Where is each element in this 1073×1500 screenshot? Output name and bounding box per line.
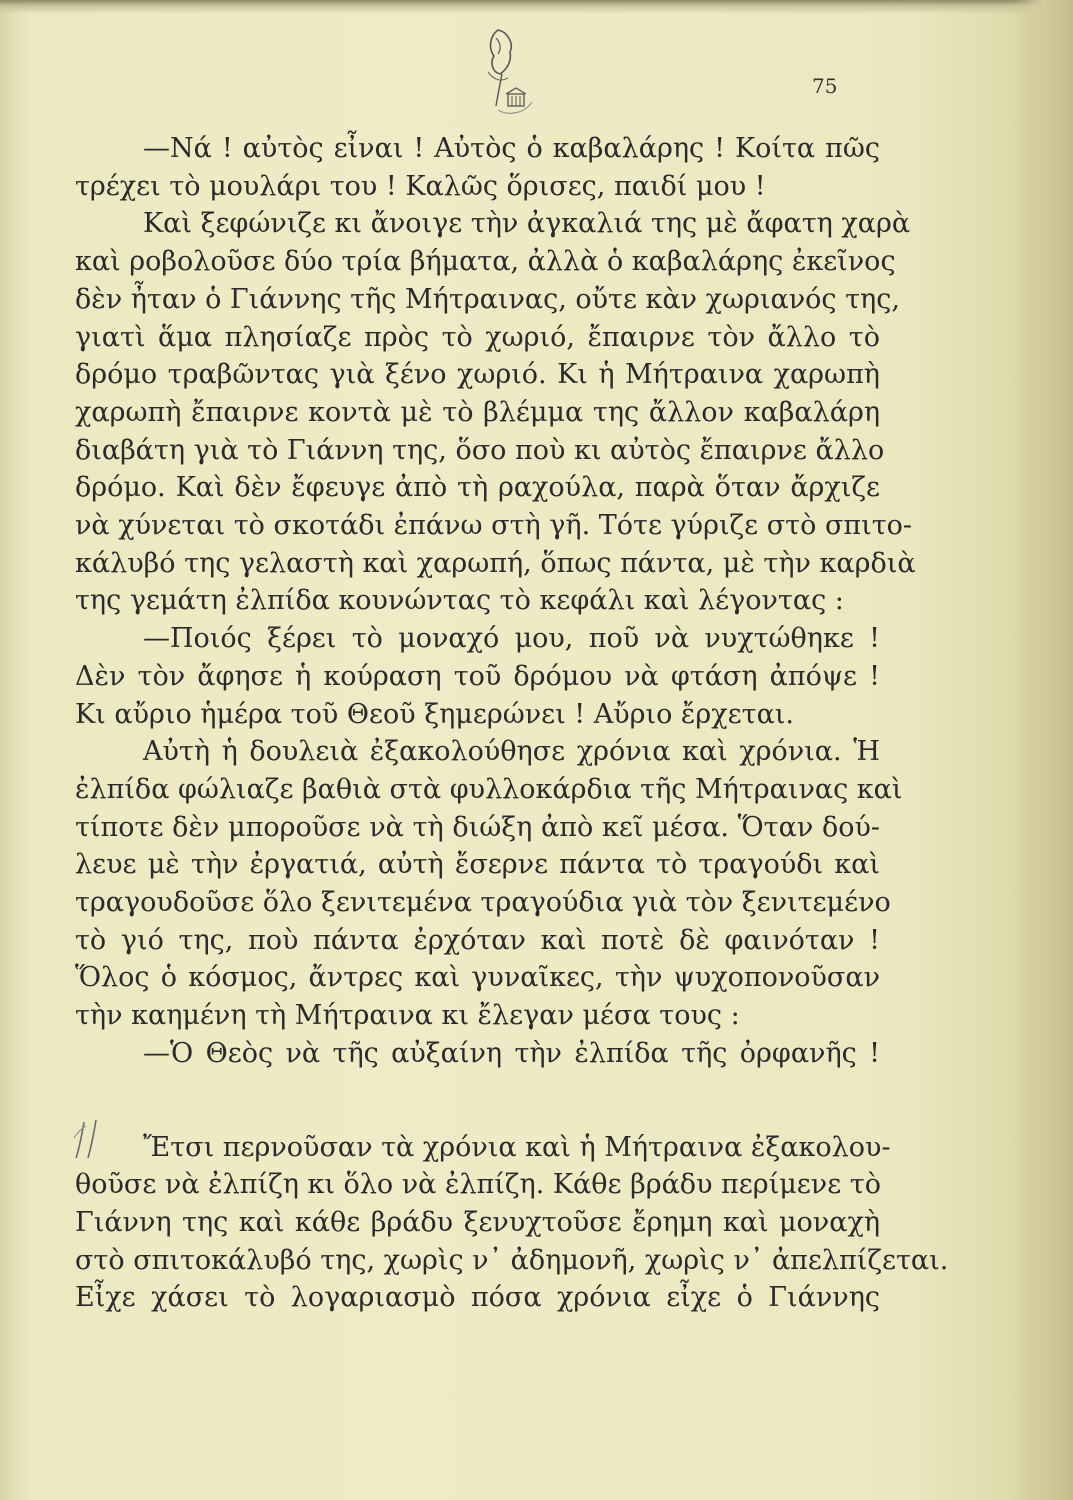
section-break (75, 1073, 880, 1129)
text-line: καὶ ροβολοῦσε δύο τρία βήματα, ἀλλὰ ὁ καβαλάρης ἐκεῖνος (75, 246, 896, 278)
text-line: χαρωπὴ ἔπαιρνε κοντὰ μὲ τὸ βλέμμα της ἄλλον καβαλάρη (75, 396, 880, 428)
body-text (75, 130, 949, 1317)
text-line: Καὶ ξεφώνιζε κι ἄνοιγε τὴν ἀγκαλιά της μὲ ἄφατη χαρὰ (143, 208, 911, 240)
page-top-shadow (0, 0, 1073, 14)
text-line: Εἶχε χάσει τὸ λογαριασμὸ πόσα χρόνια εἶχε ὁ Γιάννης (75, 1282, 880, 1314)
text-line: της γεμάτη ἐλπίδα κουνώντας τὸ κεφάλι καὶ λέγοντας : (75, 585, 844, 617)
text-line: στὸ σπιτοκάλυβό της, χωρὶς ν᾽ ἀδημονῆ, χωρὶς ν᾽ ἀπελπίζεται. (75, 1244, 949, 1276)
text-line: Αὐτὴ ἡ δουλειὰ ἐξακολούθησε χρόνια καὶ χρόνια. Ἡ (143, 736, 880, 768)
text-line: —Ποιός ξέρει τὸ μοναχό μου, ποῦ νὰ νυχτώθηκε ! (143, 623, 880, 655)
text-line: τίποτε δὲν μποροῦσε νὰ τὴ διώξη ἀπὸ κεῖ μέσα. Ὅταν δού- (75, 811, 880, 843)
text-line: διαβάτη γιὰ τὸ Γιάννη της, ὅσο ποὺ κι αὐτὸς ἔπαιρνε ἄλλο (75, 434, 885, 466)
text-line: Γιάννη της καὶ κάθε βράδυ ξενυχτοῦσε ἔρημη καὶ μοναχὴ (75, 1206, 880, 1238)
handwritten-section-mark-icon (70, 1118, 120, 1163)
text-line: ἐλπίδα φώλιαζε βαθιὰ στὰ φυλλοκάρδια τῆς Μήτραινας καὶ (75, 773, 903, 805)
text-line: τὸ γιό της, ποὺ πάντα ἐρχόταν καὶ ποτὲ δὲ φαινόταν ! (75, 924, 880, 956)
text-line: γιατὶ ἅμα πλησίαζε πρὸς τὸ χωριό, ἔπαιρνε τὸν ἄλλο τὸ (75, 321, 880, 353)
text-line: τρέχει τὸ μουλάρι του ! Καλῶς ὅρισες, παιδί μου ! (75, 170, 766, 202)
text-line: Δὲν τὸν ἄφησε ἡ κούραση τοῦ δρόμου νὰ φτάση ἀπόψε ! (75, 660, 880, 692)
text-line: θοῦσε νὰ ἐλπίζη κι ὅλο νὰ ἐλπίζη. Κάθε βράδυ περίμενε τὸ (75, 1169, 881, 1201)
page-right-edge (1013, 0, 1073, 1500)
text-line: —Νά ! αὐτὸς εἶναι ! Αὐτὸς ὁ καβαλάρης ! Κοίτα πῶς (143, 133, 880, 164)
text-line: τραγουδοῦσε ὅλο ξενιτεμένα τραγούδια γιὰ τὸν ξενιτεμένο (75, 887, 891, 919)
page-number: 75 (812, 74, 838, 98)
text-line: δρόμο τραβῶντας γιὰ ξένο χωριό. Κι ἡ Μήτραινα χαρωπὴ (75, 359, 880, 391)
text-line: Κι αὔριο ἡμέρα τοῦ Θεοῦ ξημερώνει ! Αὔριο ἔρχεται. (75, 698, 794, 730)
library-stamp-icon (468, 22, 538, 122)
text-line: τὴν καημένη τὴ Μήτραινα κι ἔλεγαν μέσα τους : (75, 1000, 740, 1032)
text-line: Ὅλος ὁ κόσμος, ἄντρες καὶ γυναῖκες, τὴν ψυχοπονοῦσαν (75, 962, 880, 994)
text-line: λευε μὲ τὴν ἐργατιά, αὐτὴ ἔσερνε πάντα τὸ τραγούδι καὶ (75, 849, 880, 881)
text-line: δρόμο. Καὶ δὲν ἔφευγε ἀπὸ τὴ ραχούλα, παρὰ ὅταν ἄρχιζε (75, 472, 880, 504)
text-line: νὰ χύνεται τὸ σκοτάδι ἐπάνω στὴ γῆ. Τότε γύριζε στὸ σπιτο- (75, 510, 913, 542)
text-line: κάλυβό της γελαστὴ καὶ χαρωπή, ὅπως πάντα, μὲ τὴν καρδιὰ (75, 547, 916, 579)
text-line: —Ὁ Θεὸς νὰ τῆς αὐξαίνη τὴν ἐλπίδα τῆς ὀρφανῆς ! (143, 1037, 880, 1069)
text-line: Ἔτσι περνοῦσαν τὰ χρόνια καὶ ἡ Μήτραινα ἐξακολου- (143, 1131, 891, 1163)
text-line: δὲν ἦταν ὁ Γιάννης τῆς Μήτραινας, οὔτε κὰν χωριανός της, (75, 283, 900, 315)
